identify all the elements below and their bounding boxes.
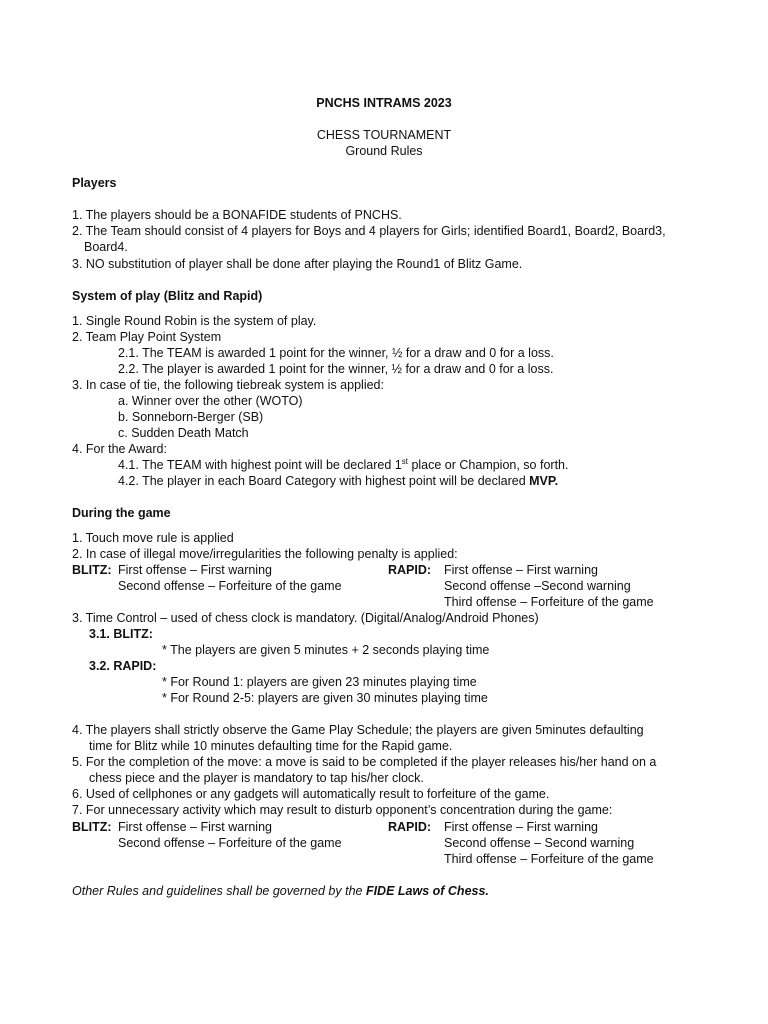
time-control-rapid: 3.2. RAPID: xyxy=(89,659,157,673)
blitz-penalty-2: Second offense – Forfeiture of the game xyxy=(118,579,342,593)
during-item-3: 3. Time Control – used of chess clock is mandatory. (Digital/Analog/Android Phones) xyxy=(72,611,539,625)
system-item-2: 2. Team Play Point System xyxy=(72,330,222,344)
doc-subsubtitle: Ground Rules xyxy=(345,144,423,158)
during-item-5-cont: chess piece and the player is mandatory to tap his/her clock. xyxy=(89,771,424,785)
rapid2-penalty-3: Third offense – Forfeiture of the game xyxy=(444,852,654,866)
during-item-1: 1. Touch move rule is applied xyxy=(72,531,234,545)
doc-title: PNCHS INTRAMS 2023 xyxy=(316,96,452,110)
system-item-3a: a. Winner over the other (WOTO) xyxy=(118,394,303,408)
rapid2-penalty-1: First offense – First warning xyxy=(444,820,598,834)
during-item-7: 7. For unnecessary activity which may result to disturb opponent’s concentration during the game: xyxy=(72,803,613,817)
rapid-label: RAPID: xyxy=(388,563,432,577)
system-item-3: 3. In case of tie, the following tiebreak system is applied: xyxy=(72,378,384,392)
doc-subtitle: CHESS TOURNAMENT xyxy=(316,128,452,142)
system-item-2-1: 2.1. The TEAM is awarded 1 point for the winner, ½ for a draw and 0 for a loss. xyxy=(118,346,554,360)
rapid-penalty-3: Third offense – Forfeiture of the game xyxy=(444,595,654,609)
blitz2-penalty-1: First offense – First warning xyxy=(118,820,272,834)
during-heading: During the game xyxy=(72,506,171,520)
time-control-rapid-round2-5: * For Round 2-5: players are given 30 minutes playing time xyxy=(162,691,488,705)
rapid-penalty-2: Second offense –Second warning xyxy=(444,579,631,593)
blitz2-label: BLITZ: xyxy=(72,820,112,834)
system-item-1: 1. Single Round Robin is the system of play. xyxy=(72,314,317,328)
during-item-4: 4. The players shall strictly observe the Game Play Schedule; the players are given 5minutes defaulting xyxy=(72,723,644,737)
players-rule-1: 1. The players should be a BONAFIDE students of PNCHS. xyxy=(72,208,402,222)
rapid2-penalty-2: Second offense – Second warning xyxy=(444,836,635,850)
players-rule-2: 2. The Team should consist of 4 players for Boys and 4 players for Girls; identified Board1, Board2, Board3, xyxy=(72,224,666,238)
time-control-blitz: 3.1. BLITZ: xyxy=(89,627,153,641)
system-heading: System of play (Blitz and Rapid) xyxy=(72,289,263,303)
system-item-4: 4. For the Award: xyxy=(72,442,167,456)
system-item-2-2: 2.2. The player is awarded 1 point for the winner, ½ for a draw and 0 for a loss. xyxy=(118,362,554,376)
players-rule-3: 3. NO substitution of player shall be done after playing the Round1 of Blitz Game. xyxy=(72,257,523,271)
rapid-penalty-1: First offense – First warning xyxy=(444,563,598,577)
rapid2-label: RAPID: xyxy=(388,820,432,834)
time-control-rapid-round1: * For Round 1: players are given 23 minutes playing time xyxy=(162,675,477,689)
during-item-4-cont: time for Blitz while 10 minutes defaulting time for the Rapid game. xyxy=(89,739,453,753)
blitz-label: BLITZ: xyxy=(72,563,112,577)
footer-note: Other Rules and guidelines shall be governed by the FIDE Laws of Chess. xyxy=(72,884,489,898)
blitz-penalty-1: First offense – First warning xyxy=(118,563,272,577)
system-item-4-1: 4.1. The TEAM with highest point will be declared 1st place or Champion, so forth. xyxy=(118,456,569,472)
during-item-5: 5. For the completion of the move: a move is said to be completed if the player releases his/her hand on a xyxy=(72,755,657,769)
blitz2-penalty-2: Second offense – Forfeiture of the game xyxy=(118,836,342,850)
players-rule-2-cont: Board4. xyxy=(84,240,128,254)
system-item-3b: b. Sonneborn-Berger (SB) xyxy=(118,410,264,424)
players-heading: Players xyxy=(72,176,117,190)
system-item-3c: c. Sudden Death Match xyxy=(118,426,249,440)
during-item-6: 6. Used of cellphones or any gadgets will automatically result to forfeiture of the game. xyxy=(72,787,550,801)
during-item-2: 2. In case of illegal move/irregularities the following penalty is applied: xyxy=(72,547,458,561)
time-control-blitz-detail: * The players are given 5 minutes + 2 seconds playing time xyxy=(162,643,490,657)
system-item-4-2: 4.2. The player in each Board Category with highest point will be declared MVP. xyxy=(118,474,559,488)
